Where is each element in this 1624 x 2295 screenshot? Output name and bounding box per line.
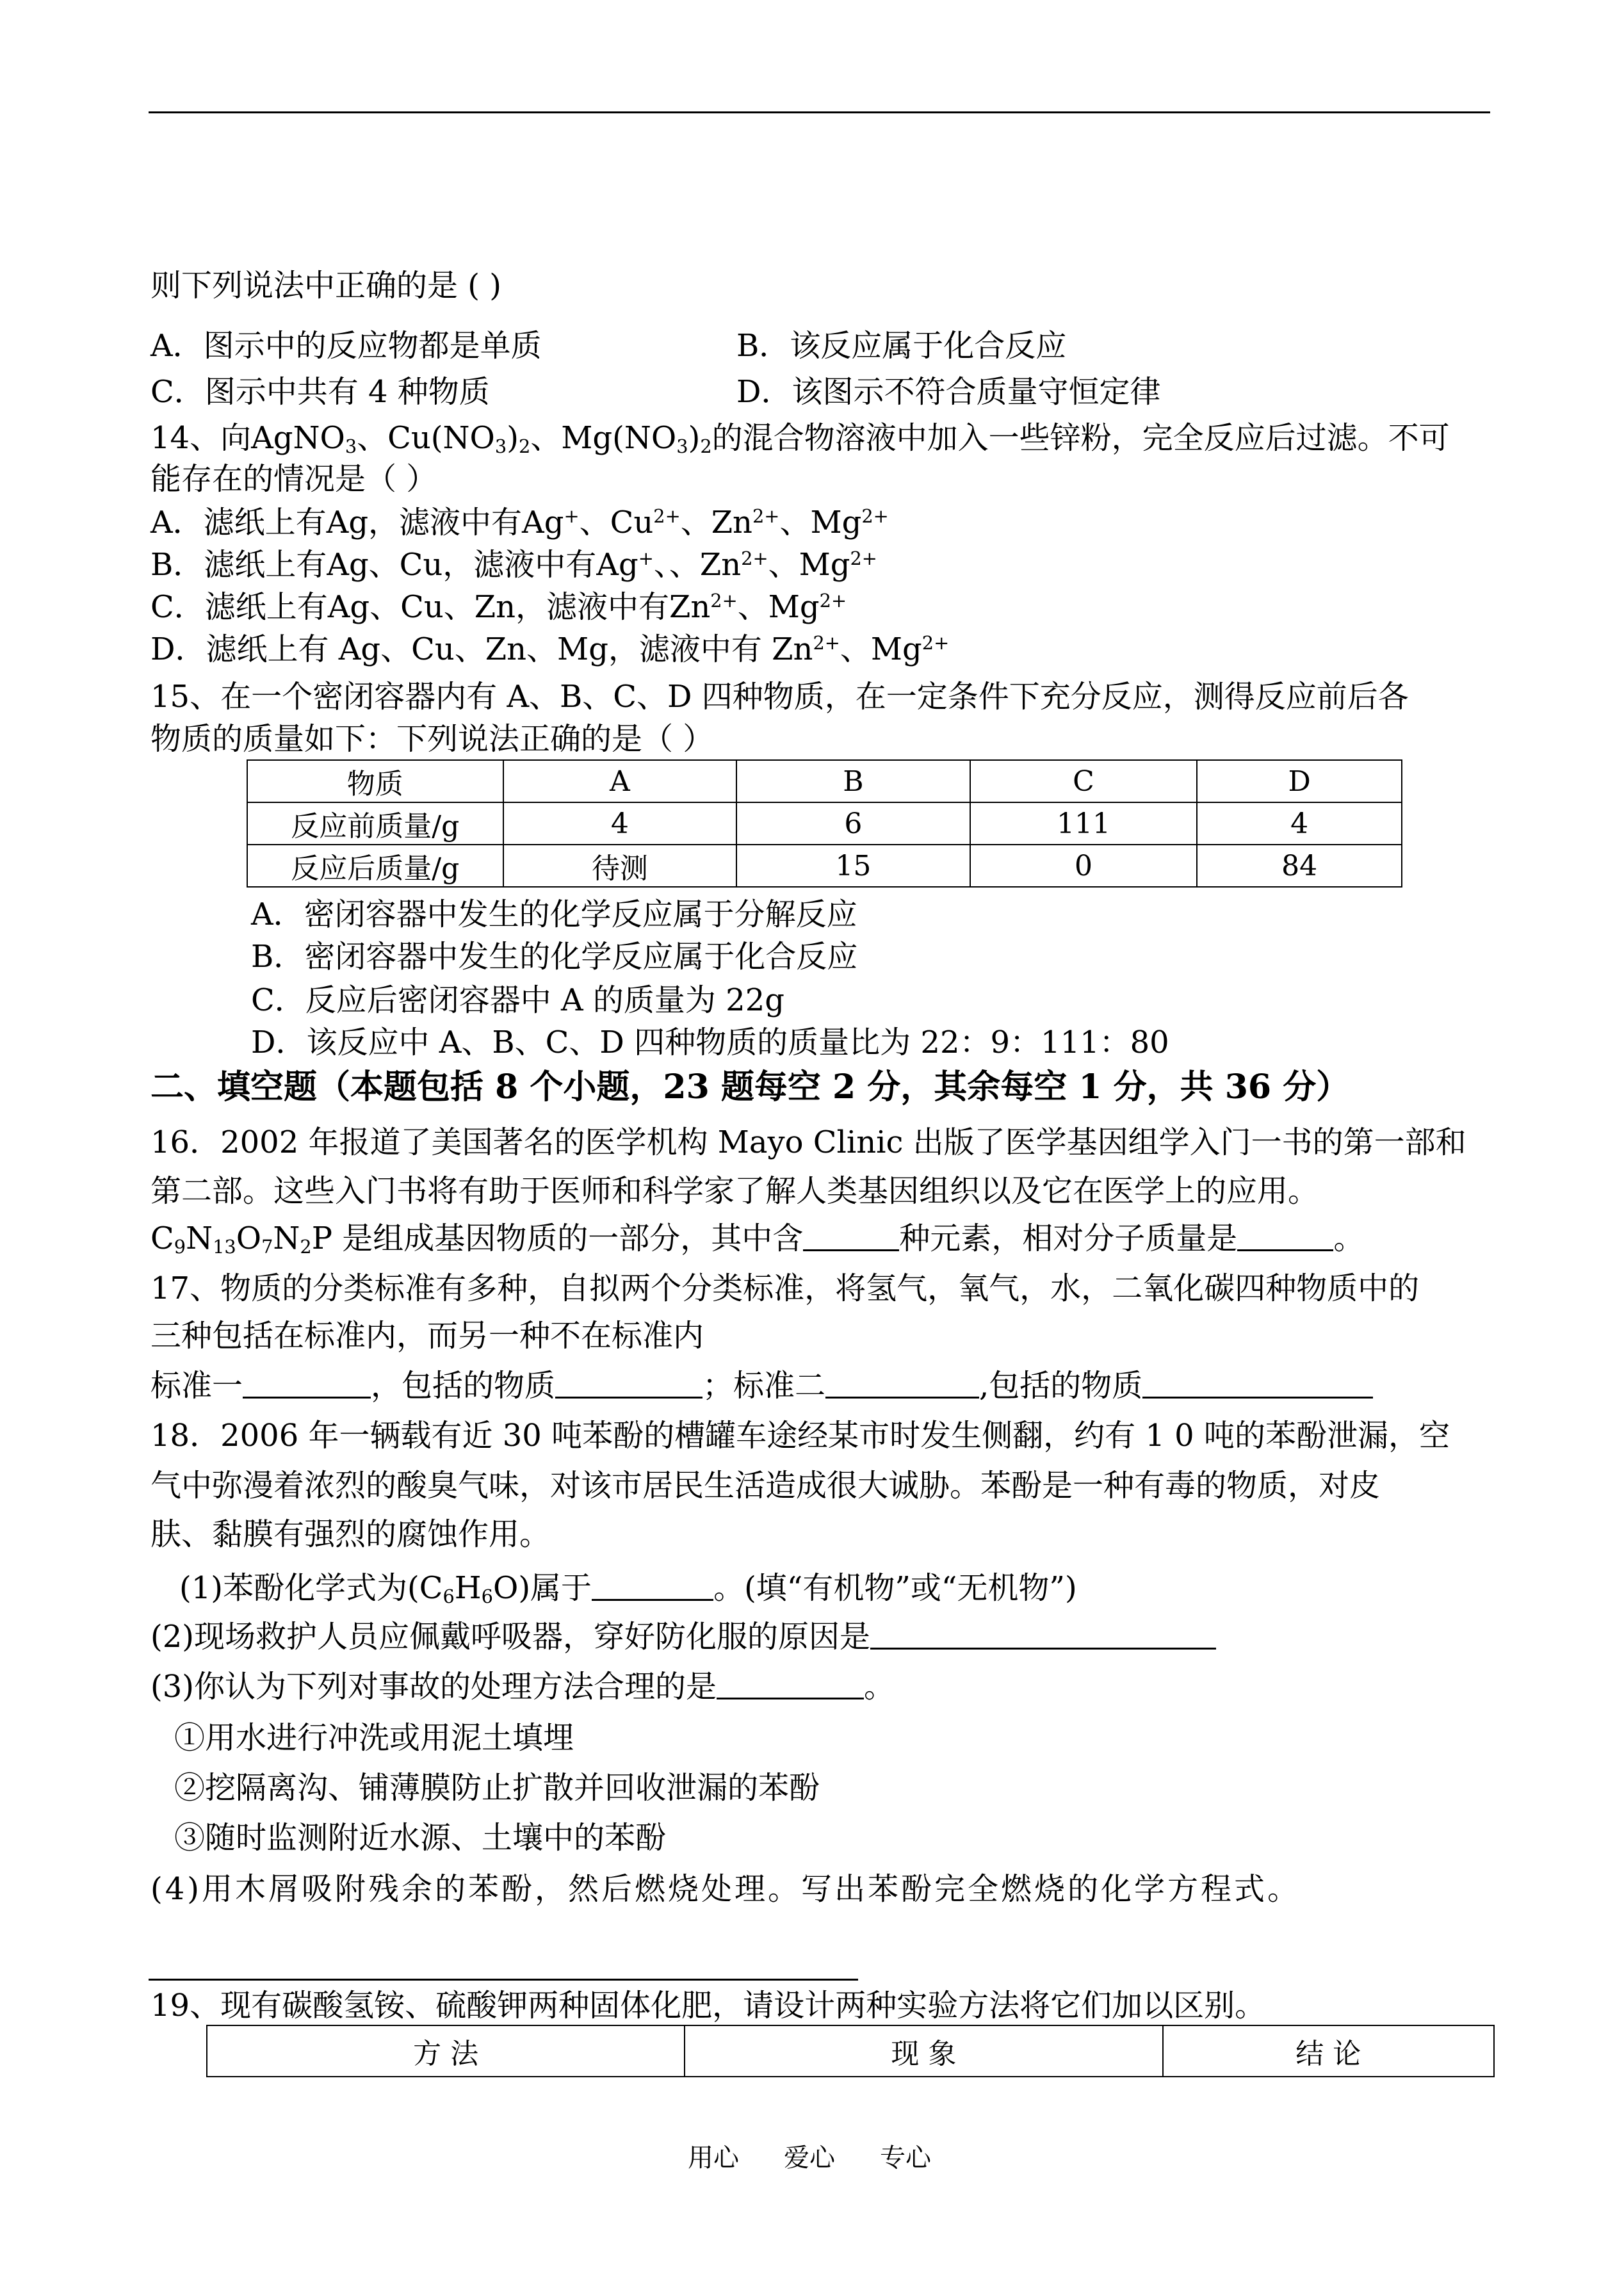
q14-stem: 14、向AgNO$_3$、$Cu(NO_3)_2$、$Mg(NO_3)_2$的混合物溶液中加入一些锌粉，完全反应后过滤。不可	[150, 420, 1450, 458]
page-footer	[688, 2137, 976, 2174]
q15-mass-table	[247, 759, 1402, 888]
header-rule	[149, 111, 1490, 113]
table-row	[247, 845, 1402, 887]
section-2-title: 二、填空题（本题包括 8 个小题，23 题每空 2 分，其余每空 1 分，共 36 分）	[150, 1067, 1350, 1107]
q19-method-table	[206, 2025, 1495, 2077]
table-cell: 结 论	[1163, 2025, 1495, 2077]
answer-line[interactable]	[149, 1979, 858, 1981]
table-cell: 反应前质量/g	[247, 802, 503, 845]
q18-option-2: ②挖隔离沟、铺薄膜防止扩散并回收泄漏的苯酚	[174, 1770, 820, 1806]
table-header-row	[247, 760, 1402, 802]
q18-line2: 气中弥漫着浓烈的酸臭气味，对该市居民生活造成很大诚胁。苯酚是一种有毒的物质，对皮	[150, 1468, 1381, 1504]
table-cell: 15	[736, 845, 970, 887]
q13-option-b: B．该反应属于化合反应	[736, 328, 1067, 364]
q14-stem-line2: 能存在的情况是（ ）	[150, 461, 437, 497]
answer-blank[interactable]	[1237, 1224, 1333, 1251]
q17-line1: 17、物质的分类标准有多种，自拟两个分类标准，将氢气，氧气，水，二氧化碳四种物质中的	[150, 1270, 1420, 1306]
footer-item: 用心	[688, 2143, 739, 2173]
table-cell: 待测	[503, 845, 737, 887]
answer-blank[interactable]	[803, 1224, 899, 1251]
q13-stem: 则下列说法中正确的是 ( )	[150, 268, 501, 304]
table-cell: 物质	[247, 760, 503, 802]
q17-line3: 标准一 ，包括的物质 ；标准二 ,包括的物质	[150, 1370, 1373, 1401]
table-cell: 方 法	[207, 2025, 685, 2077]
table-cell: A	[503, 760, 737, 802]
q18-option-3: ③随时监测附近水源、土壤中的苯酚	[174, 1820, 667, 1856]
table-cell: 111	[970, 802, 1198, 845]
q18-line1: 18．2006 年一辆载有近 30 吨苯酚的槽罐车途经某市时发生侧翻，约有 1 0 吨的苯酚泄漏，空	[150, 1418, 1450, 1454]
q14-option-b: B．滤纸上有Ag、Cu，滤液中有Ag+、、$Zn^{2+}$、$Mg^{2+}$	[150, 547, 877, 583]
footer-item: 专心	[880, 2143, 931, 2173]
q15-stem-line2: 物质的质量如下：下列说法正确的是（ ）	[150, 721, 714, 757]
q18-part1: (1)苯酚化学式为$(C_6H_6O)$属于 。(填“有机物”或“无机物”)	[179, 1570, 1077, 1608]
q13-option-d: D．该图示不符合质量守恒定律	[736, 374, 1161, 410]
q18-part3: (3)你认为下列对事故的处理方法合理的是 。	[150, 1669, 895, 1705]
q15-option-a: A．密闭容器中发生的化学反应属于分解反应	[251, 896, 857, 932]
q18-option-1: ①用水进行冲洗或用泥土填埋	[174, 1720, 574, 1756]
table-cell: 6	[736, 802, 970, 845]
table-cell: 现 象	[685, 2025, 1162, 2077]
footer-item: 爱心	[784, 2143, 835, 2173]
table-header-row	[207, 2025, 1494, 2077]
table-cell: B	[736, 760, 970, 802]
q19-stem: 19、现有碳酸氢铵、硫酸钾两种固体化肥，请设计两种实验方法将它们加以区别。	[150, 1988, 1266, 2023]
table-row	[247, 802, 1402, 845]
q16-line3: $C_9N_{13}O_7N_2P$ 是组成基因物质的一部分，其中含 种元素，相对分子质量是 。	[150, 1220, 1365, 1258]
q16-line1: 16．2002 年报道了美国著名的医学机构 Mayo Clinic 出版了医学基因组学入门一书的第一部和	[150, 1124, 1466, 1160]
q15-option-b: B．密闭容器中发生的化学反应属于化合反应	[251, 939, 858, 975]
q14-option-d: D．滤纸上有 Ag、Cu、Zn、Mg，滤液中有 $Zn^{2+}$、$Mg^{2+}$	[150, 631, 950, 667]
answer-blank[interactable]	[825, 1371, 979, 1399]
answer-blank[interactable]	[1142, 1371, 1373, 1399]
table-cell: 0	[970, 845, 1198, 887]
table-cell: 反应后质量/g	[247, 845, 503, 887]
q14-option-c: C．滤纸上有Ag、Cu、Zn，滤液中有$Zn^{2+}$、$Mg^{2+}$	[150, 589, 847, 625]
answer-blank[interactable]	[555, 1371, 702, 1399]
q15-option-d: D．该反应中 A、B、C、D 四种物质的质量比为 22：9：111：80	[251, 1025, 1169, 1060]
q13-option-c: C．图示中共有 4 种物质	[150, 374, 490, 410]
q18-part2: (2)现场救护人员应佩戴呼吸器，穿好防化服的原因是	[150, 1621, 1216, 1652]
table-cell: 84	[1197, 845, 1402, 887]
q14-option-a: A．滤纸上有Ag，滤液中有Ag+、$Cu^{2+}$、$Zn^{2+}$、$Mg^{2+}$	[150, 505, 889, 540]
answer-blank[interactable]	[243, 1371, 371, 1399]
q17-line2: 三种包括在标准内，而另一种不在标准内	[150, 1318, 704, 1354]
table-cell: 4	[503, 802, 737, 845]
answer-blank[interactable]	[870, 1622, 1216, 1650]
q16-line2: 第二部。这些入门书将有助于医师和科学家了解人类基因组织以及它在医学上的应用。	[150, 1173, 1319, 1209]
q18-part4: (4)用木屑吸附残余的苯酚，然后燃烧处理。写出苯酚完全燃烧的化学方程式。	[150, 1871, 1301, 1907]
q15-stem: 15、在一个密闭容器内有 A、B、C、D 四种物质，在一定条件下充分反应，测得反应前后各	[150, 679, 1409, 715]
answer-blank[interactable]	[592, 1573, 713, 1601]
table-cell: 4	[1197, 802, 1402, 845]
table-cell: D	[1197, 760, 1402, 802]
table-cell: C	[970, 760, 1198, 802]
answer-blank[interactable]	[717, 1672, 864, 1699]
q18-line3: 肤、黏膜有强烈的腐蚀作用。	[150, 1516, 551, 1552]
q15-option-c: C．反应后密闭容器中 A 的质量为 22g	[251, 982, 784, 1018]
q13-option-a: A．图示中的反应物都是单质	[150, 328, 542, 364]
